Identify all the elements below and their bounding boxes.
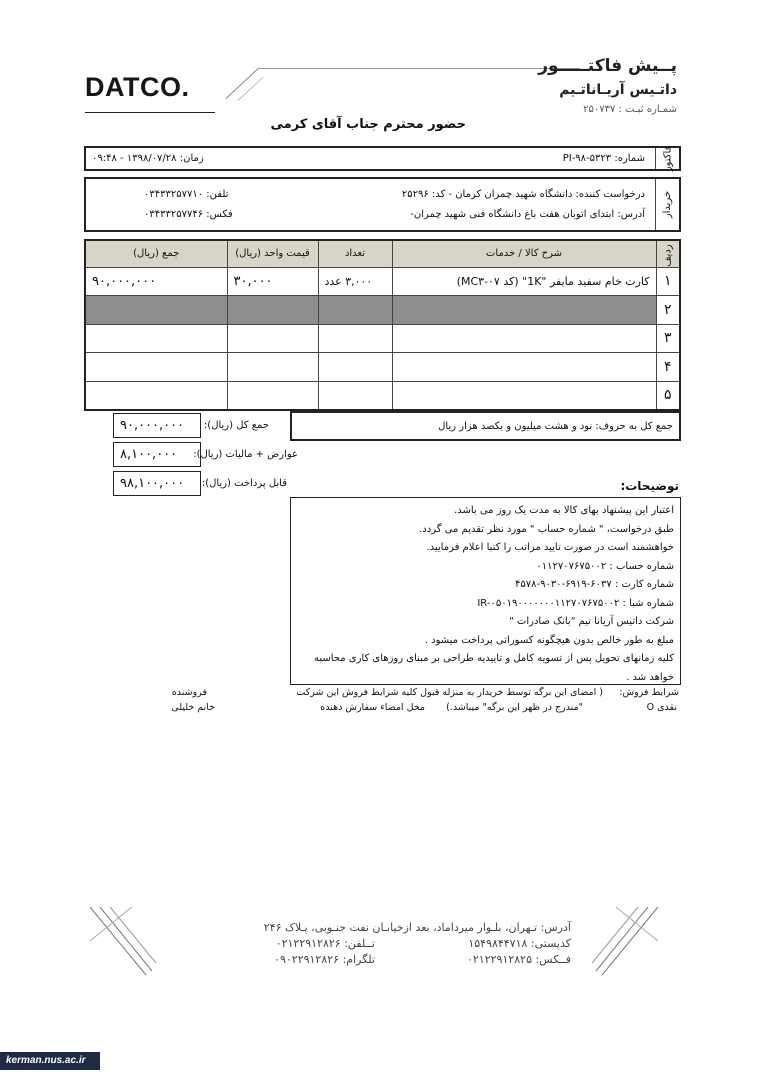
footer-decoration-right — [590, 905, 660, 977]
row-index: ۲ — [656, 296, 680, 325]
terms-option-cash[interactable]: O نقدی — [646, 702, 677, 713]
header-diagonal-accent-2 — [238, 77, 264, 101]
footer-decoration-left — [88, 905, 158, 977]
row-unit-price — [227, 324, 318, 353]
row-description — [392, 353, 656, 382]
col-header-description: شرح کالا / خدمات — [392, 240, 656, 267]
row-total — [85, 353, 227, 382]
total-in-words: جمع کل به حروف: نود و هشت میلیون و یکصد هزار ریال — [438, 421, 673, 432]
row-description — [392, 324, 656, 353]
addressee: حضور محترم جناب آقای کرمی — [270, 117, 466, 132]
note-line: خواهشمند است در صورت تایید مراتب را کتبا اعلام فرمایید. — [426, 542, 674, 553]
row-quantity — [318, 296, 392, 325]
invoice-info-box — [84, 146, 681, 171]
site-watermark[interactable]: kerman.nus.ac.ir — [0, 1052, 100, 1070]
row-total — [85, 324, 227, 353]
row-quantity — [318, 353, 392, 382]
notes-box — [290, 497, 681, 685]
footer-bar — [0, 1051, 763, 1080]
notes-title: توضیحات: — [620, 479, 679, 493]
sum-value: ۹۰,۰۰۰,۰۰۰ — [113, 413, 201, 438]
row-total: ۹۰,۰۰۰,۰۰۰ — [85, 267, 227, 296]
row-index: ۴ — [656, 353, 680, 382]
acceptance-note: ( امضای این برگه توسط خریدار به منزله قبول کلیه شرایط فروش این شرکت — [296, 687, 603, 698]
row-description — [392, 381, 656, 410]
footer-telegram: تلگرام: ۰۹۰۲۲۹۱۲۸۲۶ — [274, 953, 375, 966]
note-line: اعتبار این پیشنهاد بهای کالا به مدت یک روز می باشد. — [454, 505, 674, 516]
row-total — [85, 381, 227, 410]
row-unit-price: ۳۰,۰۰۰ — [227, 267, 318, 296]
datco-logo: DATCO. — [85, 72, 190, 102]
note-line: خواهد شد . — [626, 671, 674, 683]
buyer-phone: تلفن: ۰۳۴۳۳۲۵۷۷۱۰ — [144, 189, 229, 200]
table-row — [85, 267, 680, 296]
invoice-time: زمان: ۱۳۹۸/۰۷/۲۸ - ۰۹:۴۸ — [92, 153, 204, 164]
terms-label: شرایط فروش: — [619, 687, 679, 698]
seller-label: فروشنده — [171, 687, 207, 698]
row-total — [85, 296, 227, 325]
payable-value: ۹۸,۱۰۰,۰۰۰ — [113, 471, 201, 496]
registration-number: شمـاره ثبـت : ۲۵۰۷۳۷ — [583, 104, 677, 115]
customer-signature-label: محل امضاء سفارش دهنده — [320, 702, 425, 713]
note-line: طبق درخواست، " شماره حساب " مورد نظر تقدیم می گردد. — [419, 523, 674, 535]
payable-label: قابل پرداخت (ریال): — [201, 478, 287, 489]
acceptance-note-2: "مندرج در ظهر این برگه" میباشد.) — [446, 702, 583, 713]
row-quantity — [318, 381, 392, 410]
row-index: ۵ — [656, 381, 680, 410]
tax-label: عوارض + مالیات (ریال): — [193, 449, 298, 460]
row-index: ۱ — [656, 267, 680, 296]
note-line: کلیه زمانهای تحویل پس از تسویه کامل و تاییدیه طراحی بر مبنای روزهای کاری محاسبه — [313, 653, 674, 664]
footer-address: آدرس: تـهران، بلـوار میرداماد، بعد ازخیابـان نفت جنـوبی، پـلاک ۲۴۶ — [263, 921, 571, 934]
col-header-index: ردیف — [656, 240, 680, 267]
table-row — [85, 381, 680, 410]
footer-phone: تــلفن: ۰۲۱۲۲۹۱۲۸۲۶ — [275, 937, 375, 950]
invoice-number: شماره: PI-۹۸-۵۳۲۳ — [562, 153, 645, 164]
row-unit-price — [227, 353, 318, 382]
row-index: ۳ — [656, 324, 680, 353]
header-rule — [258, 68, 580, 69]
logo-underline — [85, 112, 215, 113]
row-description: کارت خام سفید مایفر "1K" (کد MC۳-۰۷) — [392, 267, 656, 296]
row-description — [392, 296, 656, 325]
seller-name: خانم خلیلی — [171, 702, 215, 713]
requester: درخواست کننده: دانشگاه شهید چمران کرمان - کد: ۲۵۲۹۶ — [401, 189, 645, 200]
row-quantity — [318, 324, 392, 353]
note-line: مبلغ به طور خالص بدون هیچگونه کسوراتی پرداخت میشود . — [424, 634, 674, 646]
footer-postal-code: کدپستی: ۱۵۴۹۸۴۴۷۱۸ — [468, 937, 571, 950]
row-unit-price — [227, 381, 318, 410]
row-unit-price — [227, 296, 318, 325]
tax-value: ۸,۱۰۰,۰۰۰ — [113, 442, 201, 467]
col-header-unit-price: قیمت واحد (ریال) — [227, 240, 318, 267]
footer-fax: فــکس: ۰۲۱۲۲۹۱۲۸۲۵ — [466, 953, 571, 966]
table-row — [85, 353, 680, 382]
buyer-fax: فکس: ۰۳۴۳۳۲۵۷۷۴۶ — [144, 209, 233, 220]
col-header-quantity: تعداد — [318, 240, 392, 267]
invoice-side-label: فاکتور — [655, 148, 679, 169]
document-title: پــیش فاکتـــــور — [538, 56, 677, 76]
company-name: داتـیس آریـاناتـیم — [559, 82, 677, 98]
row-quantity: ۳,۰۰۰ عدد — [318, 267, 392, 296]
note-line: شماره حساب : ۰۱۱۲۷۰۷۶۷۵۰۰۲ — [536, 560, 674, 572]
buyer-side-label: خریدار — [655, 179, 679, 230]
buyer-info-box — [84, 177, 681, 232]
table-row — [85, 324, 680, 353]
total-in-words-box — [290, 411, 681, 441]
note-line: شماره شبا : IR-۰۵۰۱۹۰۰۰۰۰۰۰۱۱۲۷۰۷۶۷۵۰۰۲ — [477, 597, 674, 609]
buyer-address: آدرس: ابتدای اتوبان هفت باغ دانشگاه فنی شهید چمران- — [410, 209, 645, 220]
col-header-total: جمع (ریال) — [85, 240, 227, 267]
sum-label: جمع کل (ریال): — [203, 420, 269, 431]
items-table — [84, 239, 681, 411]
note-line: شماره کارت : ۶۰۳۷-۶۹۱۹-۹۰۳۰-۴۵۷۸ — [515, 579, 674, 590]
note-line: شرکت داتیس آریانا تیم "بانک صادرات " — [509, 616, 674, 627]
table-row — [85, 296, 680, 325]
items-table-header — [85, 240, 680, 267]
